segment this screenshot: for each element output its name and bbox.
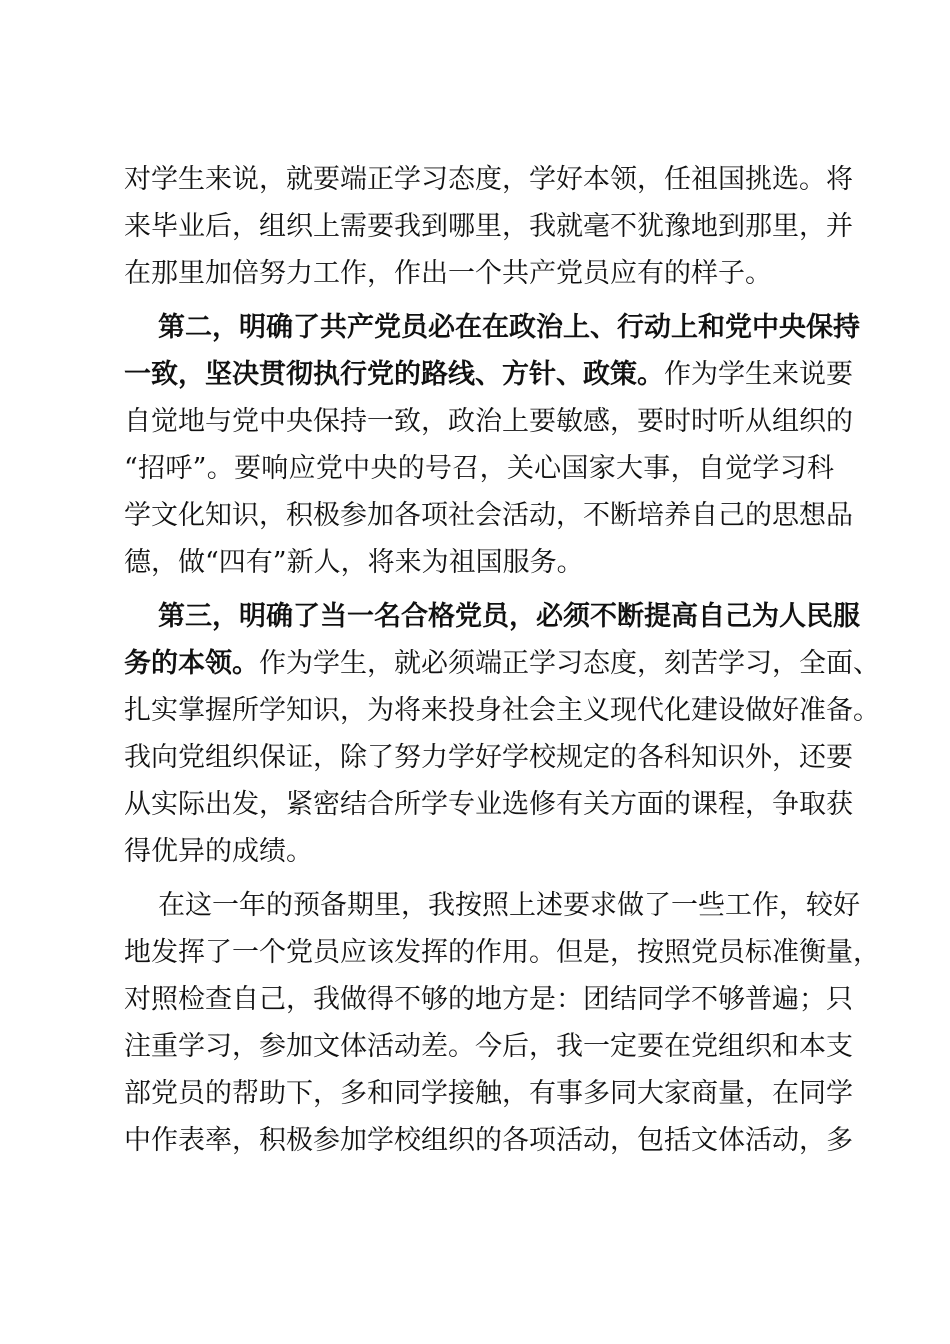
document-body xyxy=(124,156,880,1164)
bold-heading-text: 第二，明确了共产党员必在在政治上、行动上和党中央保持 xyxy=(158,312,860,343)
body-text: 作为学生来说要 xyxy=(664,359,853,390)
text-line: 注重学习，参加文体活动差。今后，我一定要在党组织和本支 xyxy=(124,1031,853,1062)
body-text: 作为学生，就必须端正学习态度，刻苦学习，全面、 xyxy=(259,648,880,679)
paragraph-2 xyxy=(124,304,860,586)
text-line: 从实际出发，紧密结合所学专业选修有关方面的课程，争取获 xyxy=(124,789,853,820)
text-line: 对照检查自己，我做得不够的地方是：团结同学不够普遍；只 xyxy=(124,984,853,1015)
bold-heading-text: 务的本领。 xyxy=(124,648,259,679)
text-line: 在这一年的预备期里，我按照上述要求做了一些工作，较好 xyxy=(158,890,860,921)
text-line: 扎实掌握所学知识，为将来投身社会主义现代化建设做好准备。 xyxy=(124,695,880,726)
text-line xyxy=(124,593,860,640)
bold-heading-text: 一致，坚决贯彻执行党的路线、方针、政策。 xyxy=(124,359,664,390)
text-line: 地发挥了一个党员应该发挥的作用。但是，按照党员标准衡量， xyxy=(124,937,880,968)
text-line: 对学生来说，就要端正学习态度，学好本领，任祖国挑选。将 xyxy=(124,164,853,195)
text-line: 部党员的帮助下，多和同学接触，有事多同大家商量，在同学 xyxy=(124,1078,853,1109)
text-line xyxy=(124,640,880,687)
text-line: 德，做“四有”新人，将来为祖国服务。 xyxy=(124,547,584,578)
text-line xyxy=(124,351,853,398)
text-line: 来毕业后，组织上需要我到哪里，我就毫不犹豫地到那里，并 xyxy=(124,211,853,242)
text-line: 学文化知识，积极参加各项社会活动，不断培养自己的思想品 xyxy=(124,500,853,531)
text-line: 自觉地与党中央保持一致，政治上要敏感，要时时听从组织的 xyxy=(124,406,853,437)
text-line: 我向党组织保证，除了努力学好学校规定的各科知识外，还要 xyxy=(124,742,853,773)
text-line: 得优异的成绩。 xyxy=(124,836,313,867)
text-line: 中作表率，积极参加学校组织的各项活动，包括文体活动，多 xyxy=(124,1125,853,1156)
text-line: 在那里加倍努力工作，作出一个共产党员应有的样子。 xyxy=(124,258,772,289)
bold-heading-text: 第三，明确了当一名合格党员，必须不断提高自己为人民服 xyxy=(158,601,860,632)
text-line xyxy=(124,304,860,351)
text-line: “招呼”。要响应党中央的号召，关心国家大事，自觉学习科 xyxy=(124,453,834,484)
paragraph-3 xyxy=(124,593,880,875)
paragraph-1 xyxy=(124,156,853,297)
paragraph-4 xyxy=(124,882,880,1164)
